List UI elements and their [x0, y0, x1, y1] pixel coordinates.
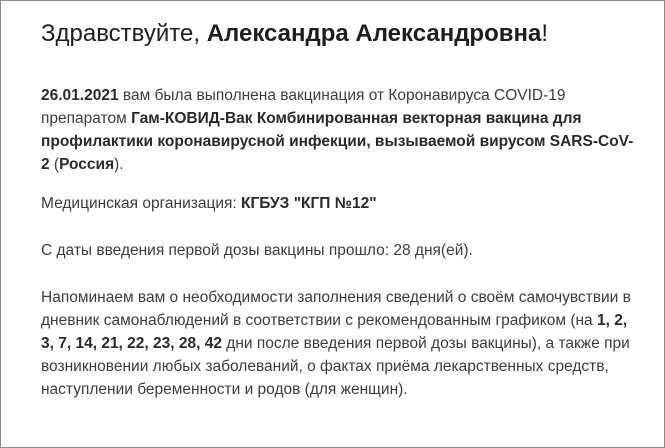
vaccination-date: 26.01.2021 — [41, 87, 119, 104]
vaccine-country: Россия — [59, 156, 115, 173]
vaccination-info — [41, 84, 641, 176]
medical-organization — [41, 192, 641, 215]
vaccine-name: Гам-КОВИД-Вак Комбинированная векторная вакцина для профилактики коронавирусной инфекции, вызываемой вирусом SARS-CoV-2 — [41, 110, 634, 173]
greeting-heading — [41, 20, 548, 48]
vaccination-text-open: ( — [49, 156, 60, 173]
reminder-days: 1, 2, 3, 7, 14, 21, 22, 23, 28, 42 — [41, 312, 628, 352]
greeting-suffix: ! — [541, 20, 549, 47]
vaccination-text-close: ). — [114, 156, 124, 173]
organization-label: Медицинская организация: — [41, 195, 242, 212]
reminder-text: Напоминаем вам о необходимости заполнения сведений о своём самочувствии в дневник самонаблюдений в соответствии с рекомендованным графиком (на — [41, 289, 631, 329]
vaccination-text: вам была выполнена вакцинация от Коронавируса COVID-19 препаратом — [41, 87, 566, 127]
organization-name: КГБУЗ "КГП №12" — [241, 195, 377, 212]
diary-reminder — [41, 286, 641, 401]
reminder-text-end: дни после введения первой дозы вакцины), а также при возникновении любых заболеваний, о фактах приёма лекарственных средств, наступлении беременности и родов (для женщин). — [41, 335, 630, 398]
patient-name: Александра Александровна — [206, 20, 542, 47]
days-since-first-dose: С даты введения первой дозы вакцины прошло: 28 дня(ей). — [41, 242, 473, 259]
greeting-prefix: Здравствуйте, — [41, 20, 207, 47]
